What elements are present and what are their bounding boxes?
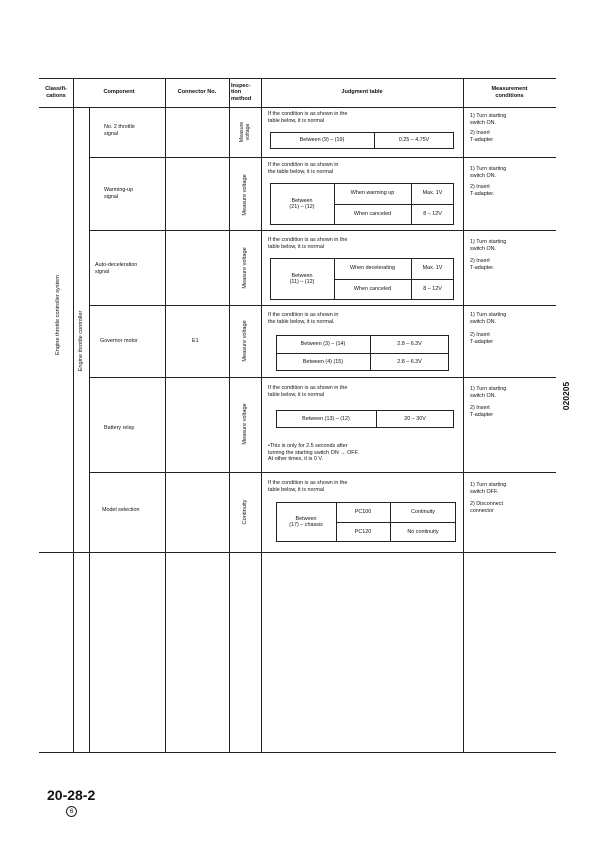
- classification-label: Engine throttle controller system: [55, 275, 61, 355]
- connector-number: E1: [192, 338, 199, 344]
- col-rule-connector: [229, 78, 230, 752]
- table-cell: 0.25 – 4.75V: [398, 137, 430, 144]
- row-rule-2: [89, 230, 556, 231]
- table-cell: PC120: [354, 528, 372, 535]
- table-cell: 8 – 12V: [423, 286, 442, 293]
- condition-2-row1: 2) Insert T-adapter: [470, 130, 494, 143]
- judgment-intro-row2: If the condition is as shown in the table below, it is normal: [268, 162, 339, 175]
- condition-2-row3: 2) Insert T-adapter.: [470, 258, 495, 271]
- header-component: Component: [103, 89, 135, 96]
- condition-1-row1: 1) Turn starting switch ON.: [470, 113, 507, 126]
- condition-1-row2: 1) Turn starting switch ON.: [470, 166, 507, 179]
- method-row1: Measure voltage: [239, 121, 251, 143]
- revision-mark: 6: [66, 806, 77, 817]
- side-document-code: 020205: [561, 381, 571, 411]
- table-cell: When canceled: [353, 286, 392, 293]
- header-bottom-rule: [39, 107, 556, 108]
- judgment-note-row5: •This is only for 2.5 seconds after turning the starting switch ON → OFF. At other times, it is 0 V.: [268, 443, 359, 463]
- condition-1-row3: 1) Turn starting switch ON.: [470, 239, 507, 252]
- row-rule-5: [89, 472, 556, 473]
- col-rule-subsystem: [89, 107, 90, 752]
- table-cell: No continuity: [407, 528, 439, 535]
- table-cell: Between (3) – (14): [300, 340, 346, 347]
- judgment-intro-row1: If the condition is as shown in the table below, it is normal: [268, 111, 348, 124]
- method-row6: Continuity: [242, 499, 248, 525]
- method-row5: Measure voltage: [242, 403, 248, 445]
- method-row2: Measure voltage: [242, 174, 248, 216]
- col-rule-method: [261, 78, 262, 752]
- condition-2-row6: 2) Disconnect connector: [470, 501, 503, 514]
- judgment-intro-row5: If the condition is as shown in the table below, it is normal: [268, 385, 348, 398]
- table-cell: When warming up: [350, 190, 395, 197]
- row-rule-4: [89, 377, 556, 378]
- table-cell: Between (21) – (12): [289, 197, 315, 210]
- header-judgment-table: Judgment table: [341, 89, 383, 96]
- judgment-intro-row4: If the condition is as shown in the table below, it is normal.: [268, 312, 339, 325]
- table-cell: Max. 1V: [422, 265, 443, 272]
- table-cell: 2.8 – 6.3V: [397, 358, 422, 365]
- component-model-selection: Model selection: [102, 507, 140, 513]
- condition-1-row6: 1) Turn starting switch OFF.: [470, 482, 507, 495]
- table-cell: When decelerating: [350, 265, 395, 272]
- table-cell: Between (17) – chassis: [289, 515, 323, 528]
- header-measurement-conditions: Measurement conditions: [491, 85, 528, 99]
- col-rule-classification: [73, 78, 74, 752]
- judgment-intro-row3: If the condition is as shown in the table below, it is normal: [268, 237, 348, 250]
- condition-2-row4: 2) Insert T-adapter: [470, 332, 494, 345]
- page-number: 20-28-2: [47, 787, 96, 803]
- table-cell: Between (4) (15): [302, 358, 344, 365]
- subsystem-label: Engine throttle controller: [78, 310, 84, 372]
- row-rule-6: [39, 552, 556, 553]
- header-classifications: Classifi- cations: [45, 85, 67, 99]
- row-rule-1: [89, 157, 556, 158]
- table-cell: 2.8 – 6.3V: [397, 340, 422, 347]
- component-battery-relay: Battery relay: [104, 425, 135, 431]
- condition-2-row5: 2) Insert T-adapter: [470, 405, 494, 418]
- component-auto-deceleration: Auto-deceleration signal: [95, 262, 138, 275]
- table-cell: Continuity: [411, 508, 435, 515]
- col-rule-judgment: [463, 78, 464, 752]
- condition-1-row5: 1) Turn starting switch ON.: [470, 386, 507, 399]
- row-rule-3: [89, 305, 556, 306]
- header-connector: Connector No.: [177, 89, 217, 96]
- table-cell: 8 – 12V: [423, 211, 442, 218]
- table-bottom-rule: [39, 752, 556, 753]
- table-cell: Between (11) – (12): [289, 272, 315, 285]
- table-cell: Between (9) – (19): [299, 137, 345, 144]
- judgment-intro-row6: If the condition is as shown in the table below, it is normal: [268, 480, 348, 493]
- method-row3: Measure voltage: [242, 247, 248, 289]
- header-inspection-method: Inspec- tion method: [231, 82, 252, 102]
- component-governor-motor: Governor motor: [100, 338, 138, 344]
- component-warming-up: Warming-up signal: [104, 187, 134, 200]
- table-cell: PC100: [354, 508, 372, 515]
- condition-1-row4: 1) Turn starting switch ON.: [470, 312, 507, 325]
- method-row4: Measure voltage: [242, 320, 248, 362]
- component-no2-throttle: No. 2 throttle signal: [104, 124, 135, 137]
- table-cell: 20 – 30V: [404, 415, 426, 422]
- condition-2-row2: 2) Insert T-adapter.: [470, 184, 495, 197]
- table-cell: Between (13) – (12): [302, 415, 350, 422]
- col-rule-component: [165, 78, 166, 752]
- table-cell: When canceled: [353, 211, 392, 218]
- table-cell: Max. 1V: [422, 190, 443, 197]
